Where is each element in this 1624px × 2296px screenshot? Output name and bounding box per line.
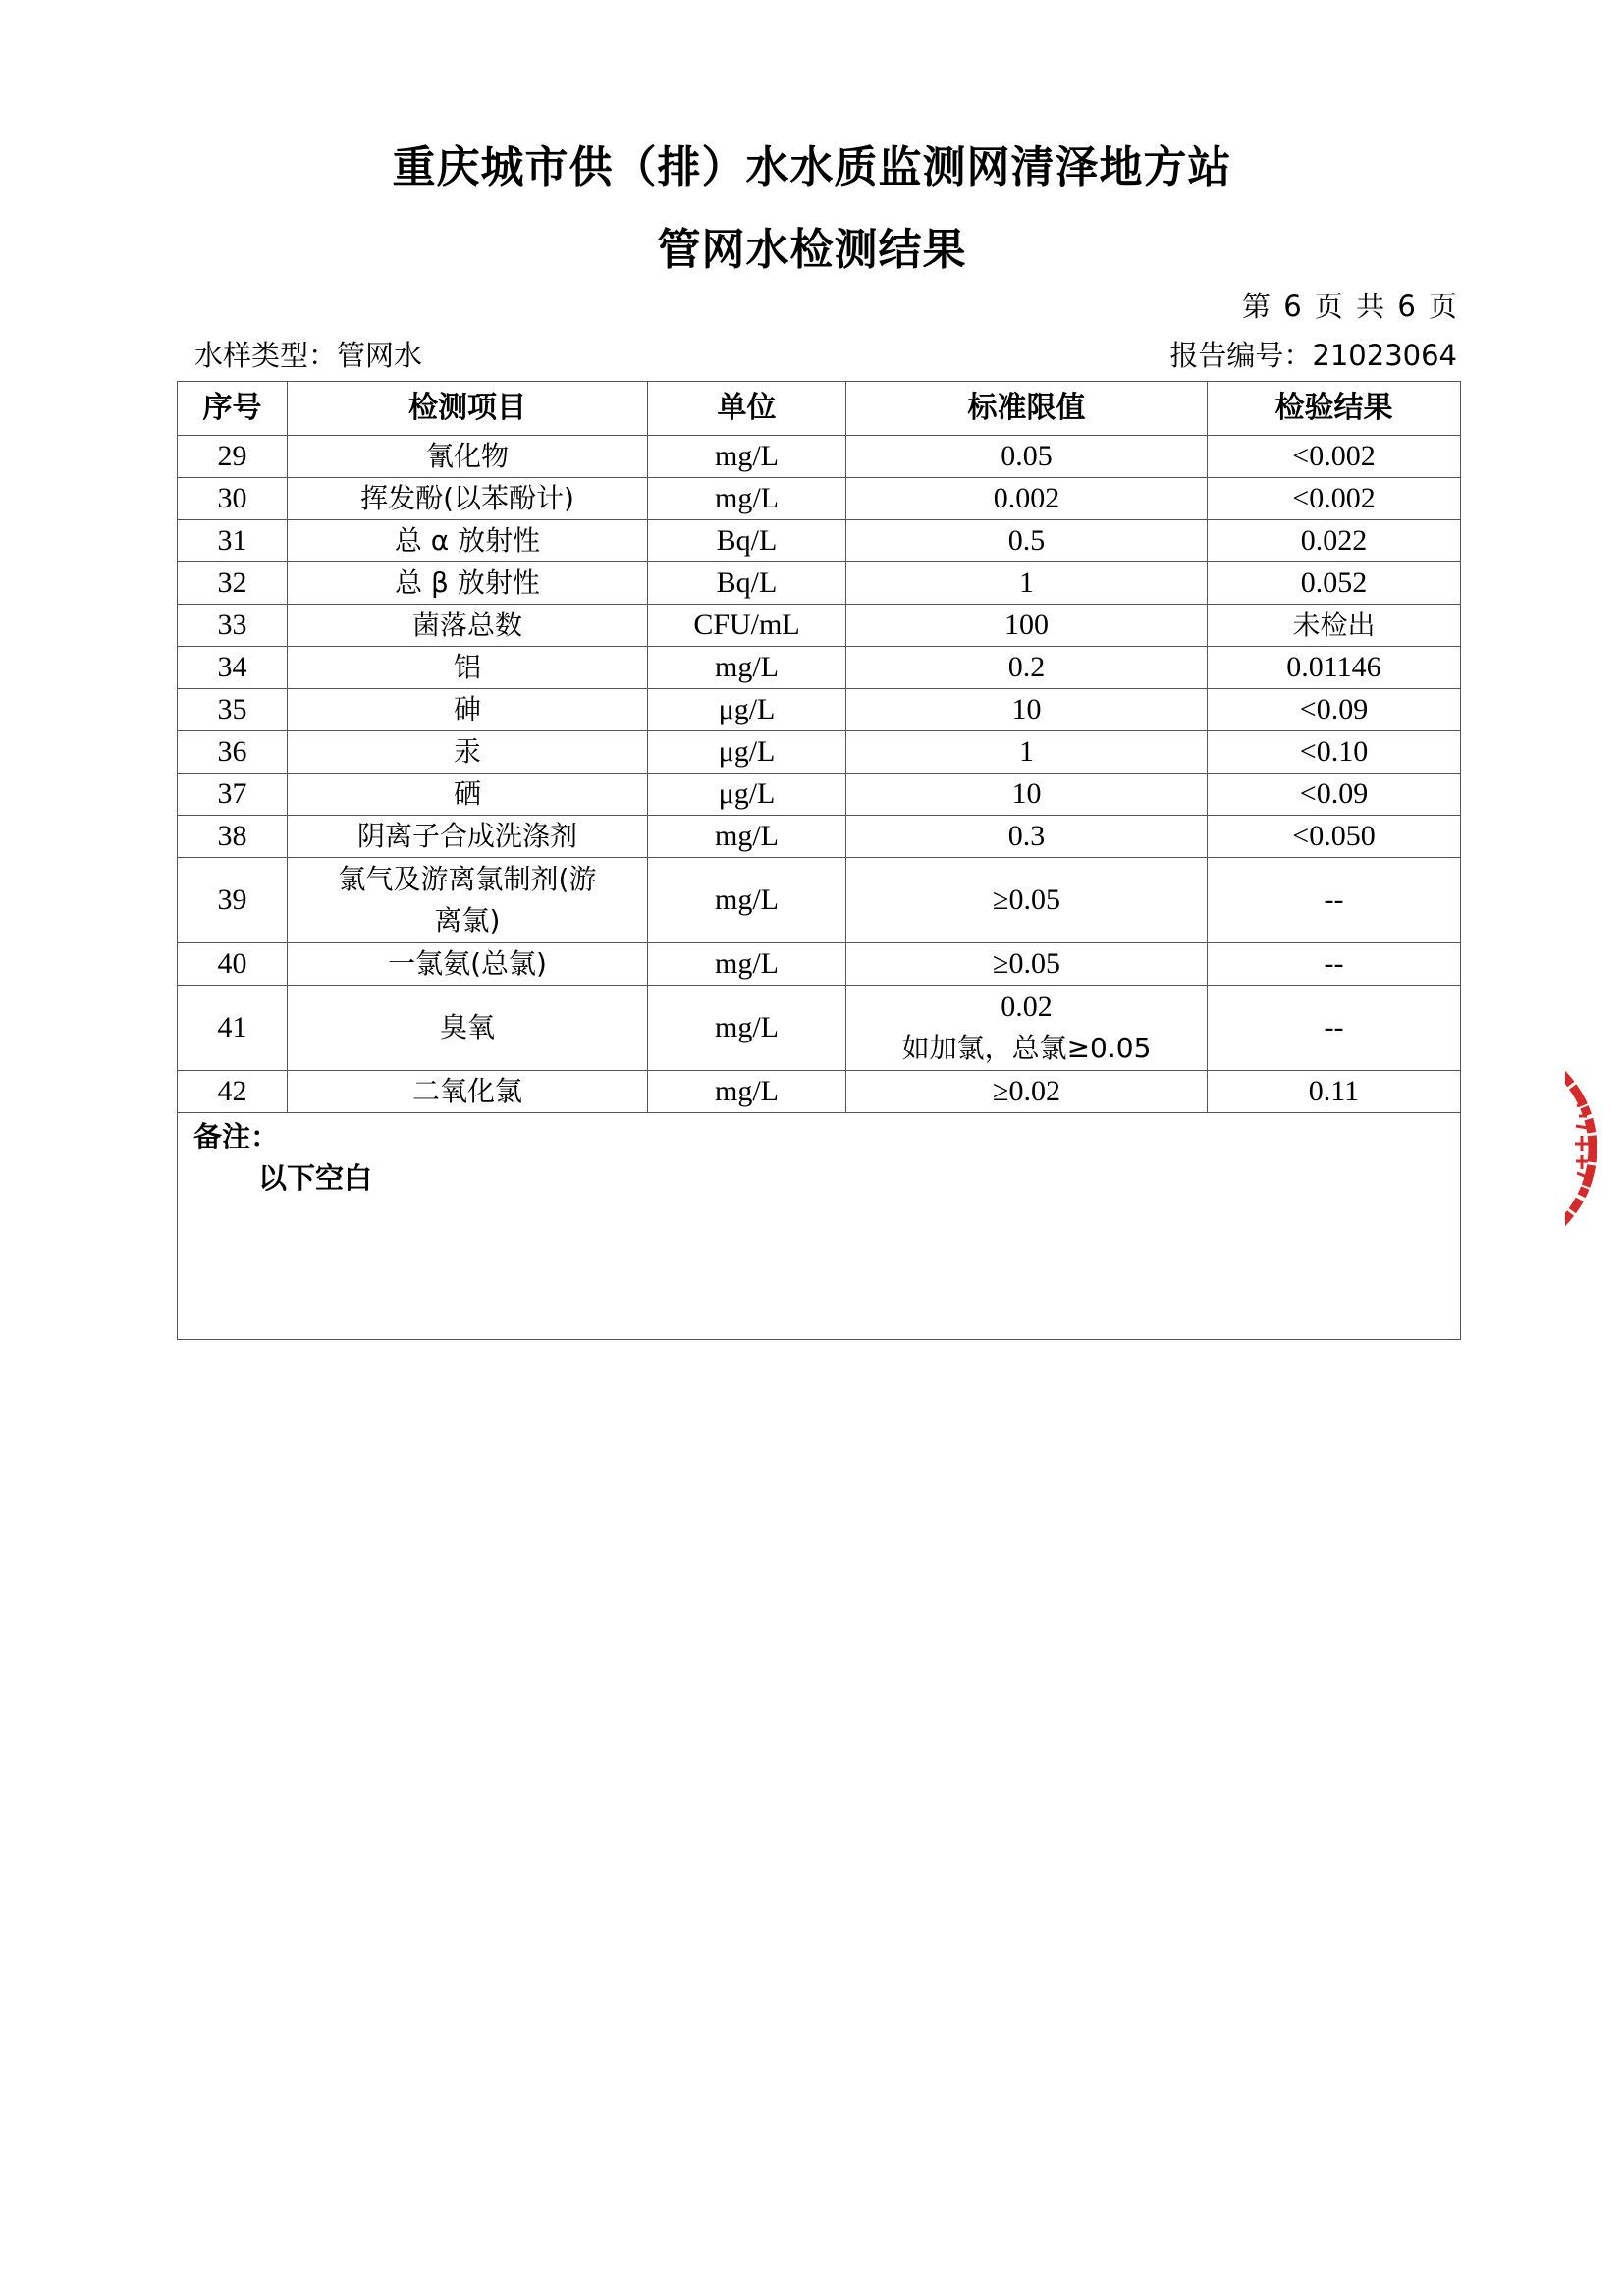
results-table-container <box>177 381 1460 1340</box>
test-result: <0.10 <box>1208 731 1461 774</box>
test-item: 二氧化氯 <box>288 1071 648 1113</box>
row-number: 29 <box>178 436 288 478</box>
unit: mg/L <box>648 858 846 943</box>
remarks-text: 以下空白 <box>258 1161 373 1195</box>
test-result: 0.052 <box>1208 562 1461 605</box>
row-number: 36 <box>178 731 288 774</box>
column-header-unit: 单位 <box>648 382 846 436</box>
table-row <box>178 605 1461 647</box>
row-number: 37 <box>178 774 288 816</box>
test-result: <0.002 <box>1208 478 1461 520</box>
unit: mg/L <box>648 478 846 520</box>
test-item: 阴离子合成洗涤剂 <box>288 816 648 858</box>
report-title: 重庆城市供（排）水水质监测网清泽地方站 <box>392 142 1232 192</box>
test-item: 总 α 放射性 <box>288 520 648 562</box>
unit: mg/L <box>648 647 846 689</box>
table-row <box>178 816 1461 858</box>
table-row <box>178 858 1461 943</box>
standard-limit: 10 <box>846 774 1208 816</box>
unit: μg/L <box>648 689 846 731</box>
test-item: 铝 <box>288 647 648 689</box>
row-number: 41 <box>178 986 288 1071</box>
test-result: <0.050 <box>1208 816 1461 858</box>
table-header-row <box>178 382 1461 436</box>
standard-limit: 1 <box>846 562 1208 605</box>
column-header-limit: 标准限值 <box>846 382 1208 436</box>
table-row <box>178 478 1461 520</box>
test-item: 汞 <box>288 731 648 774</box>
table-row <box>178 647 1461 689</box>
unit: Bq/L <box>648 562 846 605</box>
standard-limit: 100 <box>846 605 1208 647</box>
test-item <box>288 858 648 943</box>
unit: mg/L <box>648 943 846 986</box>
table-row <box>178 1071 1461 1113</box>
test-result: -- <box>1208 858 1461 943</box>
test-item-line-2: 离氯) <box>434 904 501 936</box>
results-table <box>177 381 1461 1340</box>
standard-limit: 0.2 <box>846 647 1208 689</box>
test-item: 总 β 放射性 <box>288 562 648 605</box>
standard-limit: 0.3 <box>846 816 1208 858</box>
test-result: 0.01146 <box>1208 647 1461 689</box>
seal-icon <box>1565 1036 1624 1261</box>
row-number: 42 <box>178 1071 288 1113</box>
standard-limit: 0.05 <box>846 436 1208 478</box>
row-number: 31 <box>178 520 288 562</box>
standard-limit: 0.002 <box>846 478 1208 520</box>
unit: mg/L <box>648 436 846 478</box>
row-number: 33 <box>178 605 288 647</box>
standard-limit <box>846 986 1208 1071</box>
page-number: 第 6 页 共 6 页 <box>1242 290 1457 323</box>
unit: μg/L <box>648 774 846 816</box>
test-item: 砷 <box>288 689 648 731</box>
row-number: 34 <box>178 647 288 689</box>
test-item: 一氯氨(总氯) <box>288 943 648 986</box>
standard-limit-line-1: 0.02 <box>1001 990 1053 1023</box>
test-result: -- <box>1208 986 1461 1071</box>
unit: mg/L <box>648 986 846 1071</box>
table-row <box>178 562 1461 605</box>
standard-limit: ≥0.02 <box>846 1071 1208 1113</box>
standard-limit: 0.5 <box>846 520 1208 562</box>
table-row <box>178 943 1461 986</box>
test-item: 菌落总数 <box>288 605 648 647</box>
table-row <box>178 774 1461 816</box>
test-result: 未检出 <box>1208 605 1461 647</box>
standard-limit-line-2: 如加氯，总氯≥0.05 <box>901 1032 1152 1064</box>
report-subtitle: 管网水检测结果 <box>657 225 967 275</box>
column-header-result: 检验结果 <box>1208 382 1461 436</box>
standard-limit: ≥0.05 <box>846 943 1208 986</box>
table-row <box>178 689 1461 731</box>
test-item: 硒 <box>288 774 648 816</box>
row-number: 39 <box>178 858 288 943</box>
test-result: -- <box>1208 943 1461 986</box>
seal-ring <box>1565 1042 1593 1255</box>
test-result: <0.002 <box>1208 436 1461 478</box>
report-number: 报告编号：21023064 <box>1169 339 1457 372</box>
test-item: 氰化物 <box>288 436 648 478</box>
unit: μg/L <box>648 731 846 774</box>
table-row <box>178 731 1461 774</box>
official-seal-edge <box>1565 1036 1624 1261</box>
column-header-no: 序号 <box>178 382 288 436</box>
remarks-cell <box>178 1113 1461 1340</box>
table-row <box>178 436 1461 478</box>
table-row <box>178 520 1461 562</box>
unit: mg/L <box>648 816 846 858</box>
test-result: <0.09 <box>1208 689 1461 731</box>
test-result: 0.022 <box>1208 520 1461 562</box>
row-number: 35 <box>178 689 288 731</box>
test-item-line-1: 氯气及游离氯制剂(游 <box>338 863 597 895</box>
row-number: 40 <box>178 943 288 986</box>
standard-limit: ≥0.05 <box>846 858 1208 943</box>
remarks-row <box>178 1113 1461 1340</box>
row-number: 30 <box>178 478 288 520</box>
standard-limit: 1 <box>846 731 1208 774</box>
unit: mg/L <box>648 1071 846 1113</box>
test-result: 0.11 <box>1208 1071 1461 1113</box>
test-item: 挥发酚(以苯酚计) <box>288 478 648 520</box>
remarks-label: 备注： <box>193 1120 280 1153</box>
unit: CFU/mL <box>648 605 846 647</box>
table-row <box>178 986 1461 1071</box>
column-header-item: 检测项目 <box>288 382 648 436</box>
test-item: 臭氧 <box>288 986 648 1071</box>
unit: Bq/L <box>648 520 846 562</box>
sample-type: 水样类型：管网水 <box>194 339 423 372</box>
test-result: <0.09 <box>1208 774 1461 816</box>
standard-limit: 10 <box>846 689 1208 731</box>
row-number: 38 <box>178 816 288 858</box>
row-number: 32 <box>178 562 288 605</box>
